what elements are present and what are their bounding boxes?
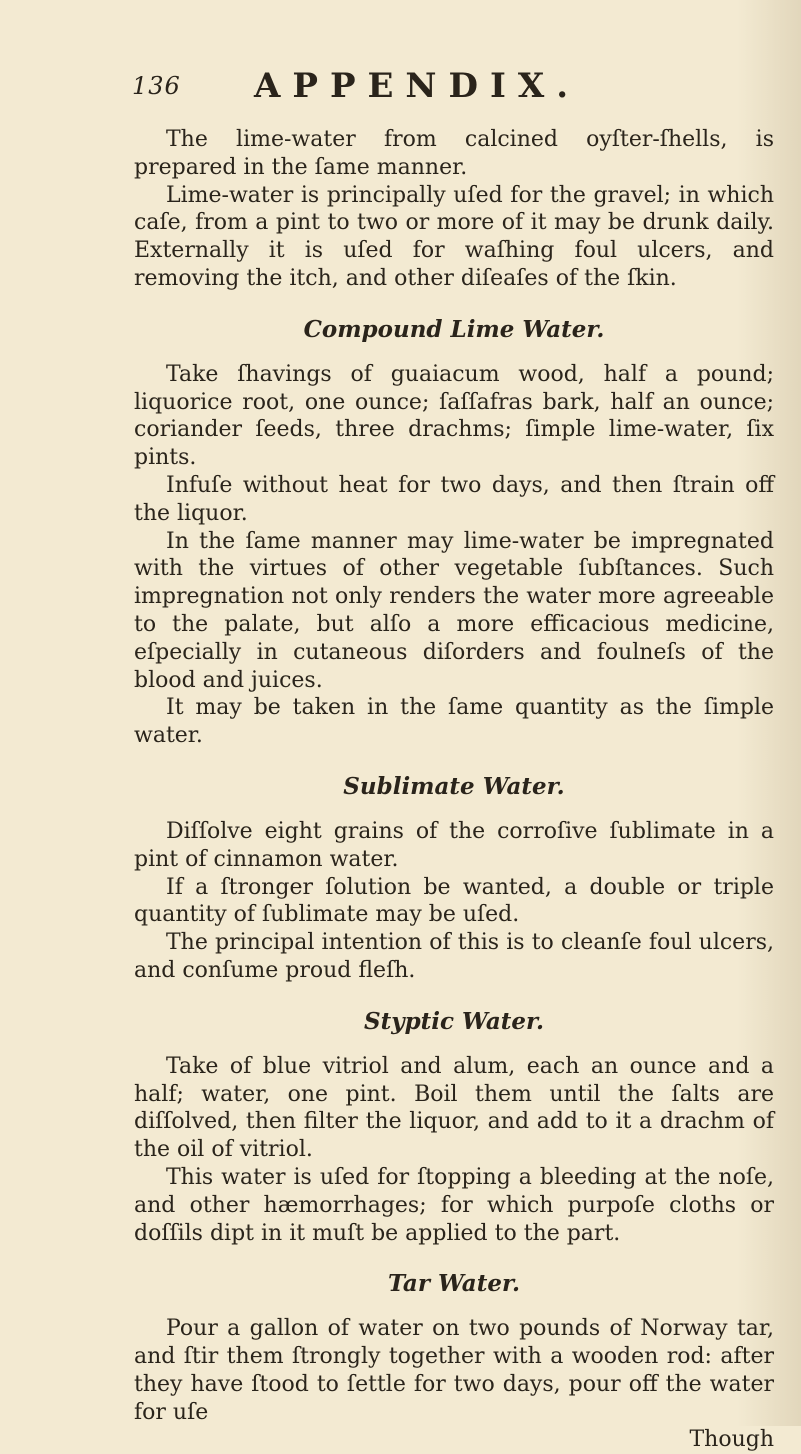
running-head: APPENDIX. [254,66,581,106]
paragraph: If a ſtronger ſolution be wanted, a double or triple quantity of ſublimate may be uſed. [134,874,774,928]
paragraph: Diſſolve eight grains of the corroſive ſublimate in a pint of cinnamon water. [134,818,774,872]
catchword: Though [689,1427,774,1453]
paragraph: The lime-water from calcined oyſter-ſhells, is prepared in the ſame manner. [134,127,774,180]
page-body [134,126,774,1454]
paragraph: Take of blue vitriol and alum, each an ounce and a half; water, one pint. Boil them until the ſalts are diſſolved, then filter the liquor, and add to it a drachm of the oil of vitriol. [134,1053,774,1163]
page-number: 136 [132,72,181,100]
paragraph: Pour a gallon of water on two pounds of Norway tar, and ſtir them ſtrongly together with a wooden rod: after they have ſtood to ſettle for two days, pour off the water for uſe [134,1316,774,1425]
page-header [132,66,772,116]
paragraph: Lime-water is principally uſed for the gravel; in which caſe, from a pint to two or more of it may be drunk daily. Externally it is uſed for waſhing foul ulcers, and removing the itch, and other diſeaſes of the ſkin. [134,182,774,291]
section-title: Styptic Water. [363,1007,545,1035]
paragraph: In the ſame manner may lime-water be impregnated with the virtues of other vegetable ſubſtances. Such impregnation not only renders the water more agreeable to the palate, but alſo a more efficacious medicine, eſpecially in cutaneous diſorders and foulneſs of the blood and juices. [134,528,774,693]
paragraph: Infuſe without heat for two days, and then ſtrain off the liquor. [134,472,774,526]
paragraph: Take ſhavings of guaiacum wood, half a pound; liquorice root, one ounce; ſaſſafras bark, half an ounce; coriander ſeeds, three drachms; ſimple lime-water, ſix pints. [134,361,774,471]
paragraph: The principal intention of this is to cleanſe foul ulcers, and conſume proud fleſh. [134,930,774,983]
section-title: Compound Lime Water. [303,315,605,343]
paragraph: This water is uſed for ſtopping a bleeding at the noſe, and other hæmorrhages; for which purpoſe cloths or doſſils dipt in it muſt be applied to the part. [134,1164,774,1246]
section-title: Sublimate Water. [343,772,565,800]
section-title: Tar Water. [388,1270,520,1298]
paragraph: It may be taken in the ſame quantity as the ſimple water. [134,695,774,749]
